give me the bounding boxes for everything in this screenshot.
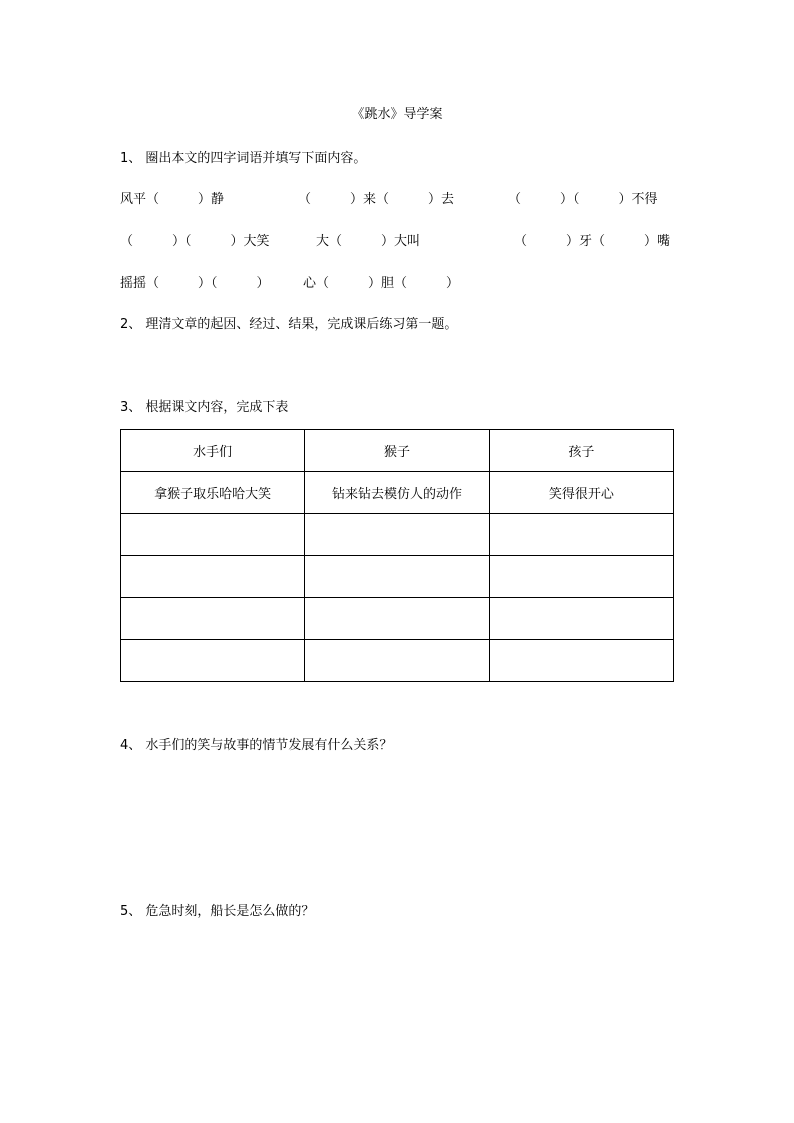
table-cell[interactable] — [305, 514, 489, 556]
q1-item-3-1: 摇摇（ ）（ ） — [120, 276, 270, 291]
answer-table — [120, 429, 674, 682]
table-cell: 拿猴子取乐哈哈大笑 — [121, 472, 305, 514]
q1-item-2-2: 大（ ）大叫 — [316, 234, 421, 249]
question-2-prompt: 2、 理清文章的起因、经过、结果，完成课后练习第一题。 — [120, 317, 458, 332]
table-cell: 笑得很开心 — [489, 472, 673, 514]
table-row — [121, 640, 674, 682]
table-row — [121, 472, 674, 514]
question-3-prompt: 3、 根据课文内容，完成下表 — [120, 400, 289, 415]
table-cell[interactable] — [121, 514, 305, 556]
q1-item-1-3: （ ）（ ）不得 — [508, 192, 658, 207]
table-header-cell: 猴子 — [305, 430, 489, 472]
table-row — [121, 598, 674, 640]
table-cell: 钻来钻去模仿人的动作 — [305, 472, 489, 514]
question-4-prompt: 4、 水手们的笑与故事的情节发展有什么关系？ — [120, 738, 393, 753]
table-cell[interactable] — [121, 640, 305, 682]
question-5-prompt: 5、 危急时刻，船长是怎么做的？ — [120, 904, 315, 919]
table-cell[interactable] — [305, 556, 489, 598]
table-cell[interactable] — [489, 598, 673, 640]
question-1-prompt: 1、 圈出本文的四字词语并填写下面内容。 — [120, 151, 367, 166]
table-cell[interactable] — [305, 640, 489, 682]
q1-item-2-3: （ ）牙（ ）嘴 — [514, 234, 671, 249]
q1-item-1-2: （ ）来（ ）去 — [298, 192, 455, 207]
table-cell[interactable] — [305, 598, 489, 640]
table-header-cell: 孩子 — [489, 430, 673, 472]
table-cell[interactable] — [121, 556, 305, 598]
q1-item-1-1: 风平（ ）静 — [120, 192, 225, 207]
table-cell[interactable] — [489, 556, 673, 598]
table-row — [121, 514, 674, 556]
table-cell[interactable] — [489, 640, 673, 682]
table-header-row — [121, 430, 674, 472]
table-header-cell: 水手们 — [121, 430, 305, 472]
table-row — [121, 556, 674, 598]
table-cell[interactable] — [121, 598, 305, 640]
q1-item-3-2: 心（ ）胆（ ） — [303, 276, 460, 291]
page-title: 《跳水》导学案 — [351, 107, 443, 122]
table-cell[interactable] — [489, 514, 673, 556]
q1-item-2-1: （ ）（ ）大笑 — [120, 234, 270, 249]
